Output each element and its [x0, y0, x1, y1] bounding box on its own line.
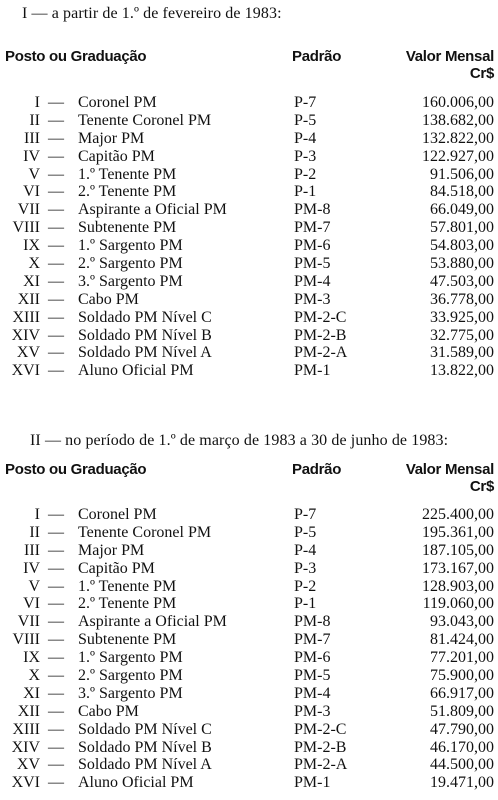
table-row	[0, 685, 498, 703]
column-header-currency: Cr$	[469, 478, 494, 495]
row-valor: 51.809,00	[430, 702, 494, 720]
row-numeral: XV	[16, 344, 40, 362]
row-numeral: XI	[23, 684, 40, 702]
row-valor: 77.201,00	[430, 649, 494, 667]
row-grade: Soldado PM Nível C	[78, 308, 212, 326]
row-grade: 2.º Sargento PM	[78, 667, 183, 685]
row-valor: 47.790,00	[430, 720, 494, 738]
table-row	[0, 542, 498, 560]
table-row	[0, 130, 498, 148]
row-numeral: XVI	[11, 774, 40, 792]
row-valor: 187.105,00	[422, 541, 494, 559]
row-valor: 31.589,00	[430, 344, 494, 362]
table-row	[0, 344, 498, 362]
table-row	[0, 166, 498, 184]
row-numeral: IX	[23, 237, 40, 255]
row-grade: Soldado PM Nível B	[78, 738, 212, 756]
section-1-table	[0, 94, 498, 380]
row-padrao: PM-6	[294, 649, 331, 667]
section-2-table-header	[0, 459, 498, 499]
row-dash: —	[48, 129, 64, 147]
row-grade: 1.º Tenente PM	[78, 577, 177, 595]
table-row	[0, 94, 498, 112]
row-numeral: IX	[23, 649, 40, 667]
row-dash: —	[48, 756, 64, 774]
row-valor: 225.400,00	[422, 506, 494, 523]
row-padrao: P-2	[294, 577, 317, 595]
table-row	[0, 667, 498, 685]
row-numeral: VII	[17, 201, 40, 219]
row-padrao: PM-2-A	[294, 756, 348, 774]
row-dash: —	[48, 272, 64, 290]
row-dash: —	[48, 702, 64, 720]
row-grade: Cabo PM	[78, 290, 139, 308]
row-dash: —	[48, 94, 64, 111]
row-padrao: P-7	[294, 506, 317, 523]
row-valor: 128.903,00	[422, 577, 494, 595]
column-header-posto: Posto ou Graduação	[5, 461, 147, 478]
row-valor: 36.778,00	[430, 290, 494, 308]
table-row	[0, 506, 498, 524]
row-grade: Major PM	[78, 541, 145, 559]
row-numeral: II	[29, 111, 40, 129]
row-padrao: PM-3	[294, 290, 331, 308]
row-grade: 1.º Sargento PM	[78, 237, 183, 255]
row-dash: —	[48, 183, 64, 201]
table-row	[0, 613, 498, 631]
row-padrao: P-3	[294, 559, 317, 577]
row-valor: 66.049,00	[430, 201, 494, 219]
row-dash: —	[48, 290, 64, 308]
row-valor: 13.822,00	[430, 362, 494, 380]
row-padrao: P-4	[294, 541, 317, 559]
row-grade: 3.º Sargento PM	[78, 684, 183, 702]
row-padrao: P-7	[294, 94, 317, 111]
row-grade: Coronel PM	[78, 94, 157, 111]
row-padrao: PM-2-A	[294, 344, 348, 362]
row-numeral: I	[34, 506, 40, 523]
row-grade: Cabo PM	[78, 702, 139, 720]
row-grade: 2.º Tenente PM	[78, 183, 177, 201]
row-numeral: II	[29, 523, 40, 541]
row-valor: 91.506,00	[430, 165, 494, 183]
row-dash: —	[48, 577, 64, 595]
row-valor: 47.503,00	[430, 272, 494, 290]
row-dash: —	[48, 559, 64, 577]
column-header-posto: Posto ou Graduação	[5, 48, 147, 65]
row-valor: 132.822,00	[422, 129, 494, 147]
row-dash: —	[48, 362, 64, 380]
row-valor: 19.471,00	[430, 774, 494, 792]
row-dash: —	[48, 684, 64, 702]
table-row	[0, 201, 498, 219]
row-padrao: P-2	[294, 165, 317, 183]
row-numeral: I	[34, 94, 40, 111]
table-row	[0, 183, 498, 201]
table-row	[0, 362, 498, 380]
row-valor: 57.801,00	[430, 219, 494, 237]
row-numeral: V	[28, 165, 40, 183]
row-valor: 75.900,00	[430, 667, 494, 685]
row-valor: 93.043,00	[430, 613, 494, 631]
row-padrao: PM-7	[294, 631, 331, 649]
column-header-padrao: Padrão	[292, 461, 342, 478]
row-grade: Soldado PM Nível B	[78, 326, 212, 344]
table-row	[0, 703, 498, 721]
row-grade: Tenente Coronel PM	[78, 523, 212, 541]
table-row	[0, 112, 498, 130]
row-dash: —	[48, 631, 64, 649]
row-valor: 33.925,00	[430, 308, 494, 326]
table-row	[0, 148, 498, 166]
row-dash: —	[48, 237, 64, 255]
row-valor: 84.518,00	[430, 183, 494, 201]
row-grade: Aluno Oficial PM	[78, 774, 194, 792]
row-padrao: PM-2-B	[294, 738, 347, 756]
row-dash: —	[48, 111, 64, 129]
row-padrao: PM-2-B	[294, 326, 347, 344]
table-row	[0, 237, 498, 255]
row-grade: Capitão PM	[78, 559, 155, 577]
row-numeral: IV	[23, 559, 40, 577]
row-padrao: PM-1	[294, 362, 331, 380]
row-grade: Aluno Oficial PM	[78, 362, 194, 380]
row-grade: 1.º Tenente PM	[78, 165, 177, 183]
row-grade: 3.º Sargento PM	[78, 272, 183, 290]
row-padrao: P-1	[294, 595, 317, 613]
row-dash: —	[48, 523, 64, 541]
row-dash: —	[48, 308, 64, 326]
table-row	[0, 595, 498, 613]
row-valor: 32.775,00	[430, 326, 494, 344]
row-grade: Subtenente PM	[78, 219, 177, 237]
table-row	[0, 309, 498, 327]
row-dash: —	[48, 344, 64, 362]
row-numeral: VIII	[12, 631, 40, 649]
row-padrao: PM-4	[294, 272, 331, 290]
row-dash: —	[48, 738, 64, 756]
row-dash: —	[48, 165, 64, 183]
row-padrao: PM-4	[294, 684, 331, 702]
row-dash: —	[48, 667, 64, 685]
row-numeral: XIII	[12, 308, 40, 326]
row-numeral: XIV	[11, 738, 40, 756]
row-grade: Subtenente PM	[78, 631, 177, 649]
row-numeral: III	[24, 541, 40, 559]
row-grade: Capitão PM	[78, 147, 155, 165]
column-header-valor	[406, 48, 494, 82]
row-numeral: VI	[23, 595, 40, 613]
row-padrao: PM-8	[294, 613, 331, 631]
table-row	[0, 291, 498, 309]
row-dash: —	[48, 255, 64, 273]
table-row	[0, 721, 498, 739]
row-dash: —	[48, 541, 64, 559]
row-dash: —	[48, 147, 64, 165]
section-1-intro: I — a partir de 1.º de fevereiro de 1983:	[22, 5, 282, 22]
row-grade: 2.º Tenente PM	[78, 595, 177, 613]
row-grade: Coronel PM	[78, 506, 157, 523]
table-row	[0, 756, 498, 774]
row-numeral: VI	[23, 183, 40, 201]
row-valor: 53.880,00	[430, 255, 494, 273]
row-padrao: PM-8	[294, 201, 331, 219]
row-valor: 81.424,00	[430, 631, 494, 649]
table-row	[0, 774, 498, 792]
row-valor: 54.803,00	[430, 237, 494, 255]
column-header-currency: Cr$	[469, 65, 494, 82]
column-header-valor	[406, 461, 494, 495]
table-row	[0, 273, 498, 291]
row-numeral: XIV	[11, 326, 40, 344]
row-dash: —	[48, 201, 64, 219]
row-numeral: XI	[23, 272, 40, 290]
row-numeral: XII	[17, 702, 40, 720]
row-valor: 138.682,00	[422, 111, 494, 129]
section-2-intro: II — no período de 1.º de março de 1983 a 30 de junho de 1983:	[30, 432, 449, 449]
row-grade: Major PM	[78, 129, 145, 147]
row-padrao: P-4	[294, 129, 317, 147]
row-padrao: P-5	[294, 111, 317, 129]
row-padrao: PM-5	[294, 667, 331, 685]
row-padrao: PM-6	[294, 237, 331, 255]
row-numeral: XIII	[12, 720, 40, 738]
row-numeral: IV	[23, 147, 40, 165]
section-2-table	[0, 506, 498, 792]
row-grade: 2.º Sargento PM	[78, 255, 183, 273]
row-dash: —	[48, 649, 64, 667]
row-numeral: VIII	[12, 219, 40, 237]
table-row	[0, 649, 498, 667]
row-numeral: XII	[17, 290, 40, 308]
row-numeral: XVI	[11, 362, 40, 380]
row-valor: 66.917,00	[430, 684, 494, 702]
row-dash: —	[48, 720, 64, 738]
row-padrao: P-1	[294, 183, 317, 201]
row-valor: 44.500,00	[430, 756, 494, 774]
row-dash: —	[48, 613, 64, 631]
row-padrao: P-5	[294, 523, 317, 541]
row-grade: Aspirante a Oficial PM	[78, 613, 227, 631]
row-grade: Soldado PM Nível A	[78, 344, 212, 362]
table-row	[0, 631, 498, 649]
table-row	[0, 255, 498, 273]
section-1-table-header	[0, 46, 498, 86]
row-valor: 119.060,00	[422, 595, 494, 613]
row-grade: 1.º Sargento PM	[78, 649, 183, 667]
column-header-valor-label: Valor Mensal	[405, 461, 494, 478]
row-grade: Aspirante a Oficial PM	[78, 201, 227, 219]
row-padrao: PM-3	[294, 702, 331, 720]
row-padrao: PM-2-C	[294, 720, 347, 738]
table-row	[0, 739, 498, 757]
row-dash: —	[48, 506, 64, 523]
row-padrao: PM-2-C	[294, 308, 347, 326]
row-dash: —	[48, 219, 64, 237]
row-numeral: VII	[17, 613, 40, 631]
row-grade: Soldado PM Nível C	[78, 720, 212, 738]
row-valor: 122.927,00	[422, 147, 494, 165]
row-numeral: X	[28, 255, 40, 273]
row-padrao: PM-7	[294, 219, 331, 237]
row-padrao: PM-5	[294, 255, 331, 273]
row-valor: 160.006,00	[422, 94, 494, 111]
row-padrao: PM-1	[294, 774, 331, 792]
row-dash: —	[48, 774, 64, 792]
table-row	[0, 219, 498, 237]
row-valor: 46.170,00	[430, 738, 494, 756]
row-numeral: III	[24, 129, 40, 147]
row-valor: 195.361,00	[422, 523, 494, 541]
row-numeral: V	[28, 577, 40, 595]
table-row	[0, 524, 498, 542]
column-header-padrao: Padrão	[292, 48, 342, 65]
row-numeral: X	[28, 667, 40, 685]
table-row	[0, 327, 498, 345]
row-padrao: P-3	[294, 147, 317, 165]
row-grade: Tenente Coronel PM	[78, 111, 212, 129]
table-row	[0, 560, 498, 578]
row-numeral: XV	[16, 756, 40, 774]
row-dash: —	[48, 595, 64, 613]
column-header-valor-label: Valor Mensal	[405, 48, 494, 65]
row-valor: 173.167,00	[422, 559, 494, 577]
table-row	[0, 578, 498, 596]
row-dash: —	[48, 326, 64, 344]
row-grade: Soldado PM Nível A	[78, 756, 212, 774]
